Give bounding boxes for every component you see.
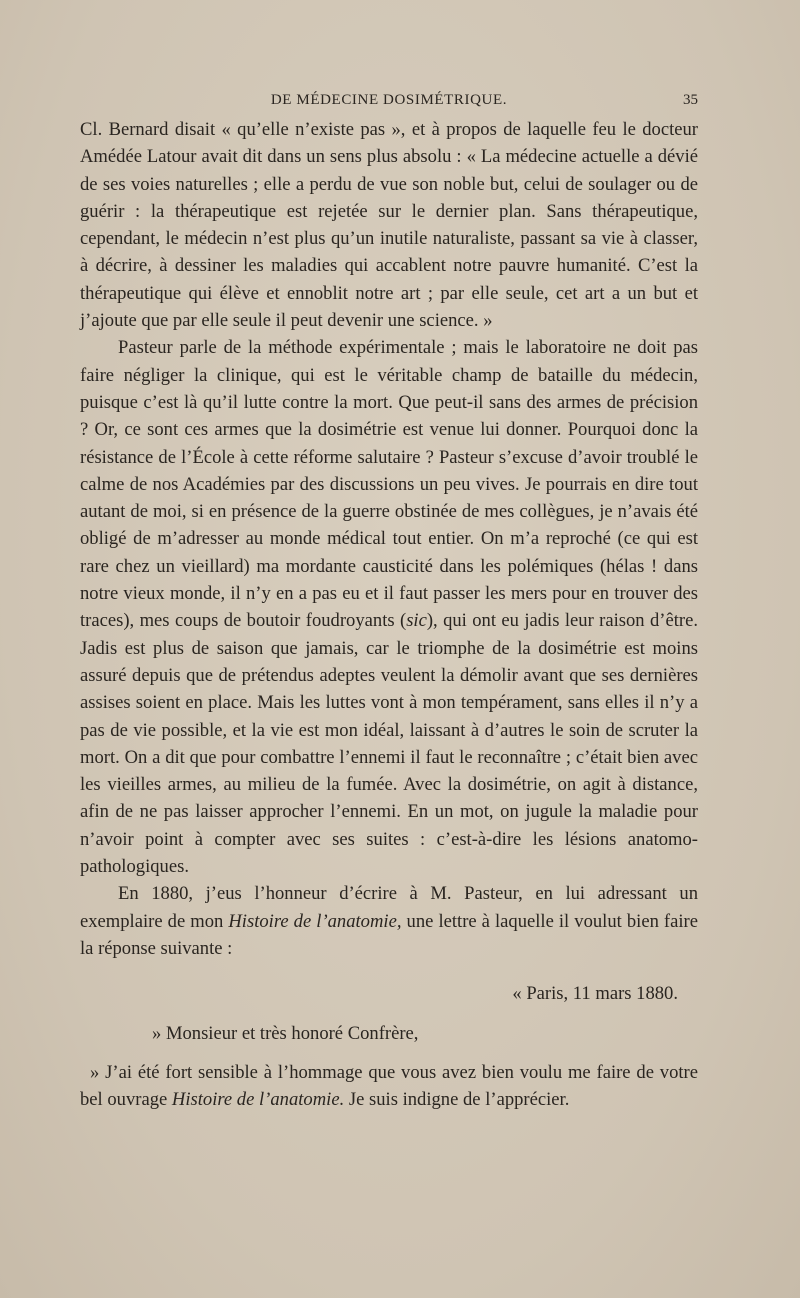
paragraph-text: Pasteur parle de la méthode expérimentale ; mais le laboratoire ne doit pas faire négliger la clinique, qui est le véritable champ de bataille du médecin, puisque c’est là qu’il lutte contre la mort. Que peut-il sans des armes de précision ? Or, ce sont ces armes que la dosimétrie est venue lui donner. Pourquoi donc la résistance de l’École à cette réforme salutaire ? Pasteur s’excuse d’avoir troublé le calme de nos Académies par des discussions un peu vives. Je pourrais en dire tout autant de moi, si en présence de la guerre obstinée de mes collègues, je n’avais été obligé de m’adresser au monde médical tout entier. On m’a reproché (ce qui est rare chez un vieillard) ma mordante causticité dans les polémiques (hélas ! dans notre vieux monde, il n’y en a pas eu et il faut passer les mers pour en trouver des traces), mes coups de boutoir foudroyants ( — [80, 337, 698, 632]
paragraph-text: Je suis indigne de l’apprécier. — [344, 1089, 570, 1111]
paragraph-text: ), qui ont eu jadis leur raison d’être. Jadis est plus de saison que jamais, car le triomphe de la dosimétrie est moins assuré depuis que de prétendus adeptes veulent la démolir avant que ses dernières assises soient en place. Mais les luttes vont à mon tempérament, sans elles il n’y a pas de vie possible, et la vie est mon idéal, laissant à d’autres le soin de scruter la mort. On a dit que pour combattre l’ennemi il faut le reconnaître ; c’était bien avec les vieilles armes, au milieu de la fumée. Avec la dosimétrie, on agit à distance, afin de ne pas laisser approcher l’ennemi. En un mot, on jugule la maladie pour n’avoir point à compter avec ses suites : c’est-à-dire les lésions anatomo-pathologiques. — [80, 610, 698, 878]
paragraph-text: En 1880, j’eus l’honneur d’écrire à M. Pasteur, en lui adressant un exemplaire de mon — [80, 883, 698, 932]
paragraph-pasteur-method — [80, 334, 698, 880]
paragraph-text: une lettre à laquelle il voulut bien faire la réponse suivante : — [80, 910, 698, 959]
running-title: DE MÉDECINE DOSIMÉTRIQUE. — [270, 92, 508, 108]
book-title: Histoire de l’anatomie, — [228, 910, 402, 932]
sic-note: sic — [406, 610, 427, 632]
paragraph-text: » J’ai été fort sensible à l’hommage que vous avez bien voulu me faire de votre bel ouvrage — [80, 1061, 698, 1111]
letter-salutation: » Monsieur et très honoré Confrère, — [152, 1022, 419, 1044]
letter-dateline: « Paris, 11 mars 1880. — [512, 983, 678, 1005]
letter-body — [80, 1059, 698, 1114]
paragraph-letter-intro — [80, 880, 698, 962]
page-header — [80, 88, 698, 112]
page-number: 35 — [683, 92, 698, 108]
book-title: Histoire de l’anatomie. — [171, 1089, 345, 1111]
body-text — [80, 116, 698, 1113]
paragraph-bernard-quote: Cl. Bernard disait « qu’elle n’existe pas », et à propos de laquelle feu le docteur Amédée Latour avait dit dans un sens plus absolu : « La médecine actuelle a dévié de ses voies naturelles ; elle a perdu de vue son noble but, celui de soulager ou de guérir : la thérapeutique est rejetée sur le dernier plan. Sans thérapeutique, cependant, le médecin n’est plus qu’un inutile naturaliste, passant sa vie à classer, à décrire, à dessiner les maladies qui accablent notre pauvre humanité. C’est la thérapeutique qui élève et ennoblit notre art ; par elle seule, cet art a un but et j’ajoute que par elle seule il peut devenir une science. » — [80, 119, 698, 332]
